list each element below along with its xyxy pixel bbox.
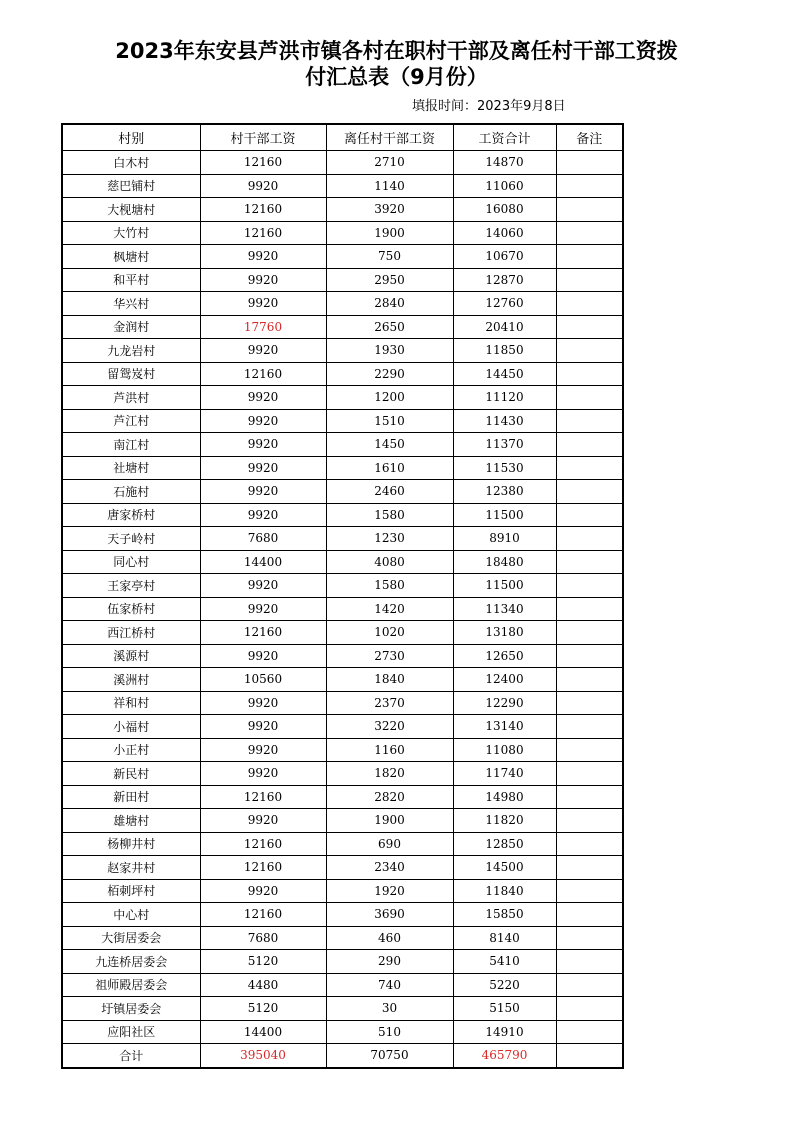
note-cell: [556, 597, 623, 621]
total-salary-cell: 11340: [453, 597, 556, 621]
cadre-salary-cell: 9920: [200, 503, 326, 527]
retired-salary-cell: 2370: [326, 691, 453, 715]
total-salary-cell: 11080: [453, 738, 556, 762]
cadre-salary-cell: 5120: [200, 997, 326, 1021]
note-cell: [556, 668, 623, 692]
total-salary-cell: 12290: [453, 691, 556, 715]
header-retired-salary: 离任村干部工资: [326, 124, 453, 151]
cadre-salary-cell: 14400: [200, 1020, 326, 1044]
cadre-salary-cell: 9920: [200, 480, 326, 504]
note-cell: [556, 292, 623, 316]
table-row: [62, 386, 623, 410]
table-row: [62, 762, 623, 786]
cadre-salary-cell: 9920: [200, 386, 326, 410]
total-cadre: 395040: [200, 1044, 326, 1068]
note-cell: [556, 268, 623, 292]
table-row: [62, 691, 623, 715]
note-cell: [556, 174, 623, 198]
cadre-salary-cell: 9920: [200, 456, 326, 480]
village-cell: 金润村: [62, 315, 200, 339]
village-cell: 芦洪村: [62, 386, 200, 410]
total-salary-cell: 11840: [453, 879, 556, 903]
village-cell: 石施村: [62, 480, 200, 504]
village-cell: 留鸳岌村: [62, 362, 200, 386]
note-cell: [556, 362, 623, 386]
note-cell: [556, 738, 623, 762]
table-row: [62, 926, 623, 950]
village-cell: 大枧塘村: [62, 198, 200, 222]
table-row: [62, 221, 623, 245]
village-cell: 芦江村: [62, 409, 200, 433]
retired-salary-cell: 3920: [326, 198, 453, 222]
cadre-salary-cell: 9920: [200, 715, 326, 739]
total-salary-cell: 11120: [453, 386, 556, 410]
note-cell: [556, 832, 623, 856]
retired-salary-cell: 740: [326, 973, 453, 997]
village-cell: 慈巴铺村: [62, 174, 200, 198]
village-cell: 和平村: [62, 268, 200, 292]
total-salary-cell: 14060: [453, 221, 556, 245]
table-row: [62, 997, 623, 1021]
note-cell: [556, 456, 623, 480]
retired-salary-cell: 1020: [326, 621, 453, 645]
note-cell: [556, 856, 623, 880]
note-cell: [556, 973, 623, 997]
total-salary-cell: 12650: [453, 644, 556, 668]
village-cell: 祖师殿居委会: [62, 973, 200, 997]
table-row: [62, 409, 623, 433]
table-row: [62, 903, 623, 927]
total-salary-cell: 11820: [453, 809, 556, 833]
total-salary-cell: 5220: [453, 973, 556, 997]
table-row: [62, 738, 623, 762]
note-cell: [556, 691, 623, 715]
village-cell: 大竹村: [62, 221, 200, 245]
retired-salary-cell: 510: [326, 1020, 453, 1044]
note-cell: [556, 809, 623, 833]
retired-salary-cell: 2820: [326, 785, 453, 809]
cadre-salary-cell: 4480: [200, 973, 326, 997]
total-label: 合计: [62, 1044, 200, 1068]
table-footer: [62, 1044, 623, 1068]
retired-salary-cell: 750: [326, 245, 453, 269]
village-cell: 枫塘村: [62, 245, 200, 269]
retired-salary-cell: 4080: [326, 550, 453, 574]
table-row: [62, 668, 623, 692]
total-salary-cell: 15850: [453, 903, 556, 927]
retired-salary-cell: 1580: [326, 574, 453, 598]
village-cell: 白木村: [62, 151, 200, 175]
title-line-1: 2023年东安县芦洪市镇各村在职村干部及离任村干部工资拨: [115, 39, 678, 63]
header-village: 村别: [62, 124, 200, 151]
village-cell: 大街居委会: [62, 926, 200, 950]
table-row: [62, 198, 623, 222]
total-salary-cell: 12870: [453, 268, 556, 292]
village-cell: 祥和村: [62, 691, 200, 715]
cadre-salary-cell: 9920: [200, 691, 326, 715]
retired-salary-cell: 3690: [326, 903, 453, 927]
cadre-salary-cell: 9920: [200, 809, 326, 833]
village-cell: 圩镇居委会: [62, 997, 200, 1021]
retired-salary-cell: 3220: [326, 715, 453, 739]
village-cell: 小福村: [62, 715, 200, 739]
table-row: [62, 456, 623, 480]
retired-salary-cell: 1200: [326, 386, 453, 410]
village-cell: 应阳社区: [62, 1020, 200, 1044]
village-cell: 新民村: [62, 762, 200, 786]
total-salary-cell: 12760: [453, 292, 556, 316]
village-cell: 西江桥村: [62, 621, 200, 645]
village-cell: 天子岭村: [62, 527, 200, 551]
village-cell: 南江村: [62, 433, 200, 457]
village-cell: 雄塘村: [62, 809, 200, 833]
village-cell: 九连桥居委会: [62, 950, 200, 974]
total-salary-cell: 11500: [453, 503, 556, 527]
table-row: [62, 785, 623, 809]
cadre-salary-cell: 9920: [200, 762, 326, 786]
retired-salary-cell: 2460: [326, 480, 453, 504]
retired-salary-cell: 1510: [326, 409, 453, 433]
note-cell: [556, 151, 623, 175]
table-row: [62, 879, 623, 903]
retired-salary-cell: 30: [326, 997, 453, 1021]
note-cell: [556, 315, 623, 339]
title-line-2: 付汇总表（9月份）: [305, 65, 488, 89]
note-cell: [556, 926, 623, 950]
table-row: [62, 1020, 623, 1044]
total-salary-cell: 11060: [453, 174, 556, 198]
total-salary-cell: 10670: [453, 245, 556, 269]
total-salary-cell: 13140: [453, 715, 556, 739]
retired-salary-cell: 1840: [326, 668, 453, 692]
total-salary-cell: 13180: [453, 621, 556, 645]
cadre-salary-cell: 9920: [200, 738, 326, 762]
total-salary-cell: 11500: [453, 574, 556, 598]
village-cell: 社塘村: [62, 456, 200, 480]
note-cell: [556, 527, 623, 551]
retired-salary-cell: 1580: [326, 503, 453, 527]
retired-salary-cell: 1920: [326, 879, 453, 903]
village-cell: 中心村: [62, 903, 200, 927]
cadre-salary-cell: 12160: [200, 362, 326, 386]
total-salary-cell: 12400: [453, 668, 556, 692]
table-row: [62, 339, 623, 363]
retired-salary-cell: 2340: [326, 856, 453, 880]
cadre-salary-cell: 7680: [200, 926, 326, 950]
note-cell: [556, 879, 623, 903]
total-salary-cell: 8140: [453, 926, 556, 950]
header-row: [62, 124, 623, 151]
table-row: [62, 574, 623, 598]
cadre-salary-cell: 9920: [200, 879, 326, 903]
cadre-salary-cell: 12160: [200, 903, 326, 927]
note-cell: [556, 715, 623, 739]
cadre-salary-cell: 12160: [200, 221, 326, 245]
retired-salary-cell: 1230: [326, 527, 453, 551]
retired-salary-cell: 690: [326, 832, 453, 856]
retired-salary-cell: 1610: [326, 456, 453, 480]
table-row: [62, 315, 623, 339]
retired-salary-cell: 460: [326, 926, 453, 950]
retired-salary-cell: 2950: [326, 268, 453, 292]
cadre-salary-cell: 10560: [200, 668, 326, 692]
cadre-salary-cell: 12160: [200, 856, 326, 880]
note-cell: [556, 221, 623, 245]
retired-salary-cell: 2730: [326, 644, 453, 668]
document-title: [0, 38, 793, 90]
total-salary-cell: 14980: [453, 785, 556, 809]
total-salary-cell: 18480: [453, 550, 556, 574]
note-cell: [556, 574, 623, 598]
table-row: [62, 527, 623, 551]
retired-salary-cell: 1820: [326, 762, 453, 786]
table-row: [62, 245, 623, 269]
total-salary-cell: 11430: [453, 409, 556, 433]
total-salary-cell: 5410: [453, 950, 556, 974]
village-cell: 溪源村: [62, 644, 200, 668]
cadre-salary-cell: 12160: [200, 785, 326, 809]
cadre-salary-cell: 12160: [200, 151, 326, 175]
table-row: [62, 621, 623, 645]
village-cell: 小正村: [62, 738, 200, 762]
total-salary-cell: 12850: [453, 832, 556, 856]
note-cell: [556, 480, 623, 504]
note-cell: [556, 503, 623, 527]
retired-salary-cell: 2290: [326, 362, 453, 386]
cadre-salary-cell: 9920: [200, 433, 326, 457]
retired-salary-cell: 2840: [326, 292, 453, 316]
total-retired: 70750: [326, 1044, 453, 1068]
table-row: [62, 503, 623, 527]
header-cadre-salary: 村干部工资: [200, 124, 326, 151]
table-row: [62, 856, 623, 880]
total-salary-cell: 20410: [453, 315, 556, 339]
retired-salary-cell: 1900: [326, 221, 453, 245]
fill-date: 填报时间：2023年9月8日: [412, 99, 566, 114]
table-row: [62, 174, 623, 198]
total-salary-cell: 11530: [453, 456, 556, 480]
total-note: [556, 1044, 623, 1068]
table-row: [62, 268, 623, 292]
retired-salary-cell: 290: [326, 950, 453, 974]
village-cell: 栢刺坪村: [62, 879, 200, 903]
total-salary-cell: 12380: [453, 480, 556, 504]
note-cell: [556, 903, 623, 927]
note-cell: [556, 245, 623, 269]
cadre-salary-cell: 9920: [200, 339, 326, 363]
cadre-salary-cell: 9920: [200, 174, 326, 198]
note-cell: [556, 339, 623, 363]
total-salary-cell: 14870: [453, 151, 556, 175]
total-salary-cell: 14500: [453, 856, 556, 880]
total-salary-cell: 11370: [453, 433, 556, 457]
note-cell: [556, 621, 623, 645]
retired-salary-cell: 1450: [326, 433, 453, 457]
cadre-salary-cell: 17760: [200, 315, 326, 339]
retired-salary-cell: 1140: [326, 174, 453, 198]
total-salary-cell: 11850: [453, 339, 556, 363]
total-salary-cell: 11740: [453, 762, 556, 786]
note-cell: [556, 785, 623, 809]
village-cell: 同心村: [62, 550, 200, 574]
village-cell: 唐家桥村: [62, 503, 200, 527]
note-cell: [556, 644, 623, 668]
note-cell: [556, 1020, 623, 1044]
table-row: [62, 715, 623, 739]
table-row: [62, 480, 623, 504]
village-cell: 赵家井村: [62, 856, 200, 880]
note-cell: [556, 550, 623, 574]
cadre-salary-cell: 12160: [200, 832, 326, 856]
note-cell: [556, 409, 623, 433]
header-note: 备注: [556, 124, 623, 151]
cadre-salary-cell: 9920: [200, 597, 326, 621]
total-sum: 465790: [453, 1044, 556, 1068]
village-cell: 王家亭村: [62, 574, 200, 598]
cadre-salary-cell: 7680: [200, 527, 326, 551]
village-cell: 九龙岩村: [62, 339, 200, 363]
total-salary-cell: 14450: [453, 362, 556, 386]
retired-salary-cell: 2710: [326, 151, 453, 175]
retired-salary-cell: 1160: [326, 738, 453, 762]
table-row: [62, 151, 623, 175]
table-row: [62, 832, 623, 856]
cadre-salary-cell: 14400: [200, 550, 326, 574]
retired-salary-cell: 1420: [326, 597, 453, 621]
village-cell: 华兴村: [62, 292, 200, 316]
cadre-salary-cell: 9920: [200, 292, 326, 316]
retired-salary-cell: 1900: [326, 809, 453, 833]
cadre-salary-cell: 12160: [200, 621, 326, 645]
cadre-salary-cell: 9920: [200, 574, 326, 598]
table-row: [62, 950, 623, 974]
header-total-salary: 工资合计: [453, 124, 556, 151]
village-cell: 伍家桥村: [62, 597, 200, 621]
table-row: [62, 550, 623, 574]
table-row: [62, 644, 623, 668]
table-header: [62, 124, 623, 151]
total-salary-cell: 14910: [453, 1020, 556, 1044]
village-cell: 杨柳井村: [62, 832, 200, 856]
total-salary-cell: 16080: [453, 198, 556, 222]
note-cell: [556, 198, 623, 222]
note-cell: [556, 997, 623, 1021]
table-row: [62, 362, 623, 386]
table-row: [62, 809, 623, 833]
village-cell: 新田村: [62, 785, 200, 809]
table-body: [62, 151, 623, 1044]
note-cell: [556, 433, 623, 457]
table-row: [62, 433, 623, 457]
cadre-salary-cell: 12160: [200, 198, 326, 222]
village-cell: 溪洲村: [62, 668, 200, 692]
cadre-salary-cell: 9920: [200, 268, 326, 292]
retired-salary-cell: 1930: [326, 339, 453, 363]
table-row: [62, 292, 623, 316]
note-cell: [556, 386, 623, 410]
retired-salary-cell: 2650: [326, 315, 453, 339]
table-row: [62, 597, 623, 621]
note-cell: [556, 762, 623, 786]
total-row: [62, 1044, 623, 1068]
total-salary-cell: 8910: [453, 527, 556, 551]
cadre-salary-cell: 5120: [200, 950, 326, 974]
total-salary-cell: 5150: [453, 997, 556, 1021]
salary-table: [61, 123, 624, 1069]
note-cell: [556, 950, 623, 974]
cadre-salary-cell: 9920: [200, 644, 326, 668]
cadre-salary-cell: 9920: [200, 409, 326, 433]
table-row: [62, 973, 623, 997]
cadre-salary-cell: 9920: [200, 245, 326, 269]
